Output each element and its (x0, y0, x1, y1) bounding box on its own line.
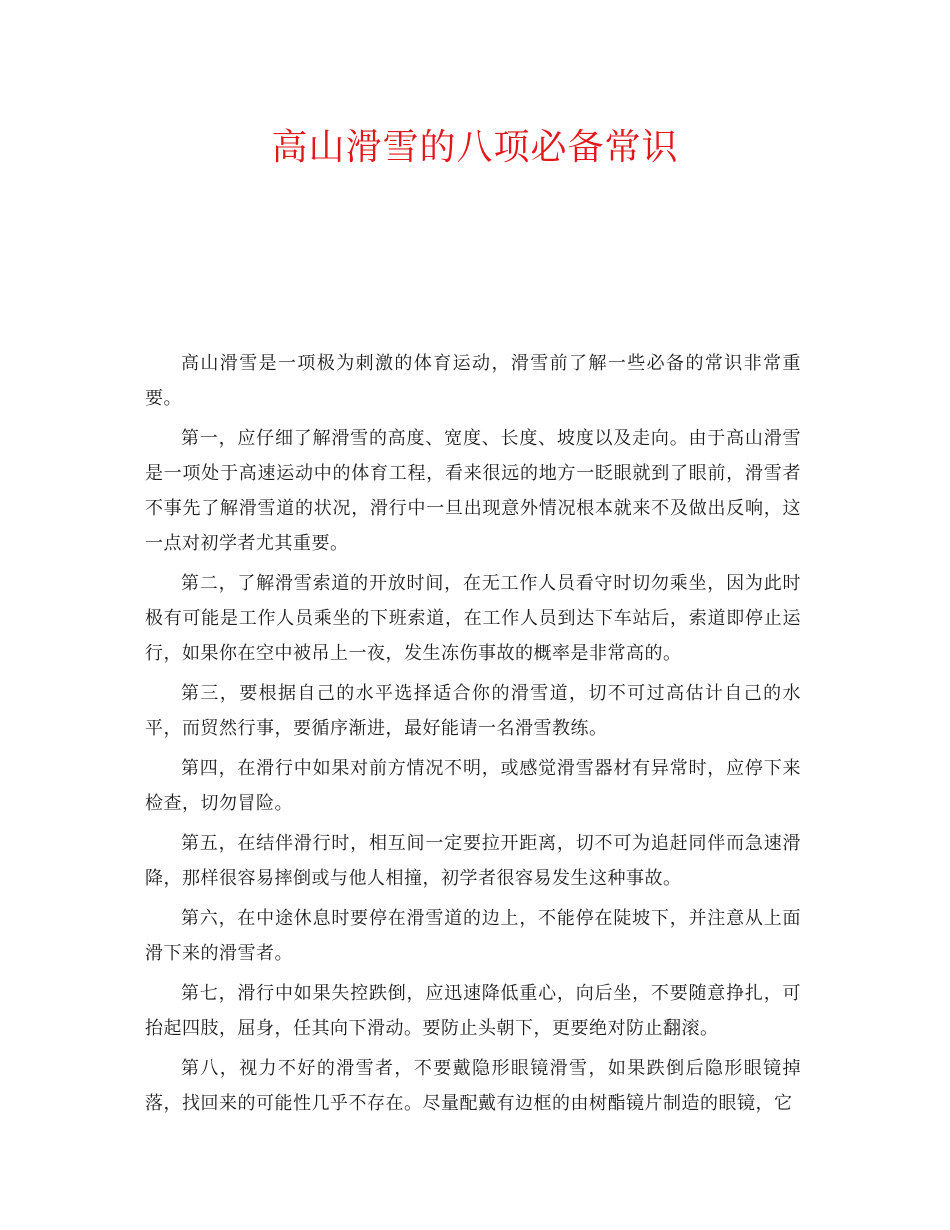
paragraph-5: 第五，在结伴滑行时，相互间一定要拉开距离，切不可为追赶同伴而急速滑降，那样很容易摔倒或与他人相撞，初学者很容易发生这种事故。 (145, 833, 801, 889)
document-body (145, 346, 801, 1126)
paragraph-1: 第一，应仔细了解滑雪的高度、宽度、长度、坡度以及走向。由于高山滑雪是一项处于高速运动中的体育工程，看来很远的地方一眨眼就到了眼前，滑雪者不事先了解滑雪道的状况，滑行中一旦出现意外情况根本就来不及做出反响，这一点对初学者尤其重要。 (145, 428, 801, 554)
paragraph-8: 第八，视力不好的滑雪者，不要戴隐形眼镜滑雪，如果跌倒后隐形眼镜掉落，找回来的可能性几乎不存在。尽量配戴有边框的由树酯镜片制造的眼镜，它 (145, 1058, 801, 1114)
paragraph-intro: 高山滑雪是一项极为刺激的体育运动，滑雪前了解一些必备的常识非常重要。 (145, 353, 801, 409)
paragraph-7: 第七，滑行中如果失控跌倒，应迅速降低重心，向后坐，不要随意挣扎，可抬起四肢，屈身，任其向下滑动。要防止头朝下，更要绝对防止翻滚。 (145, 983, 801, 1039)
paragraph-4: 第四，在滑行中如果对前方情况不明，或感觉滑雪器材有异常时，应停下来检查，切勿冒险。 (145, 758, 801, 814)
paragraph-6: 第六，在中途休息时要停在滑雪道的边上，不能停在陡坡下，并注意从上面滑下来的滑雪者。 (145, 908, 801, 964)
paragraph-3: 第三，要根据自己的水平选择适合你的滑雪道，切不可过高估计自己的水平，而贸然行事，要循序渐进，最好能请一名滑雪教练。 (145, 683, 801, 739)
document-title: 高山滑雪的八项必备常识 (271, 127, 679, 168)
paragraph-2: 第二，了解滑雪索道的开放时间，在无工作人员看守时切勿乘坐，因为此时极有可能是工作人员乘坐的下班索道，在工作人员到达下车站后，索道即停止运行，如果你在空中被吊上一夜，发生冻伤事故的概率是非常高的。 (145, 573, 801, 664)
